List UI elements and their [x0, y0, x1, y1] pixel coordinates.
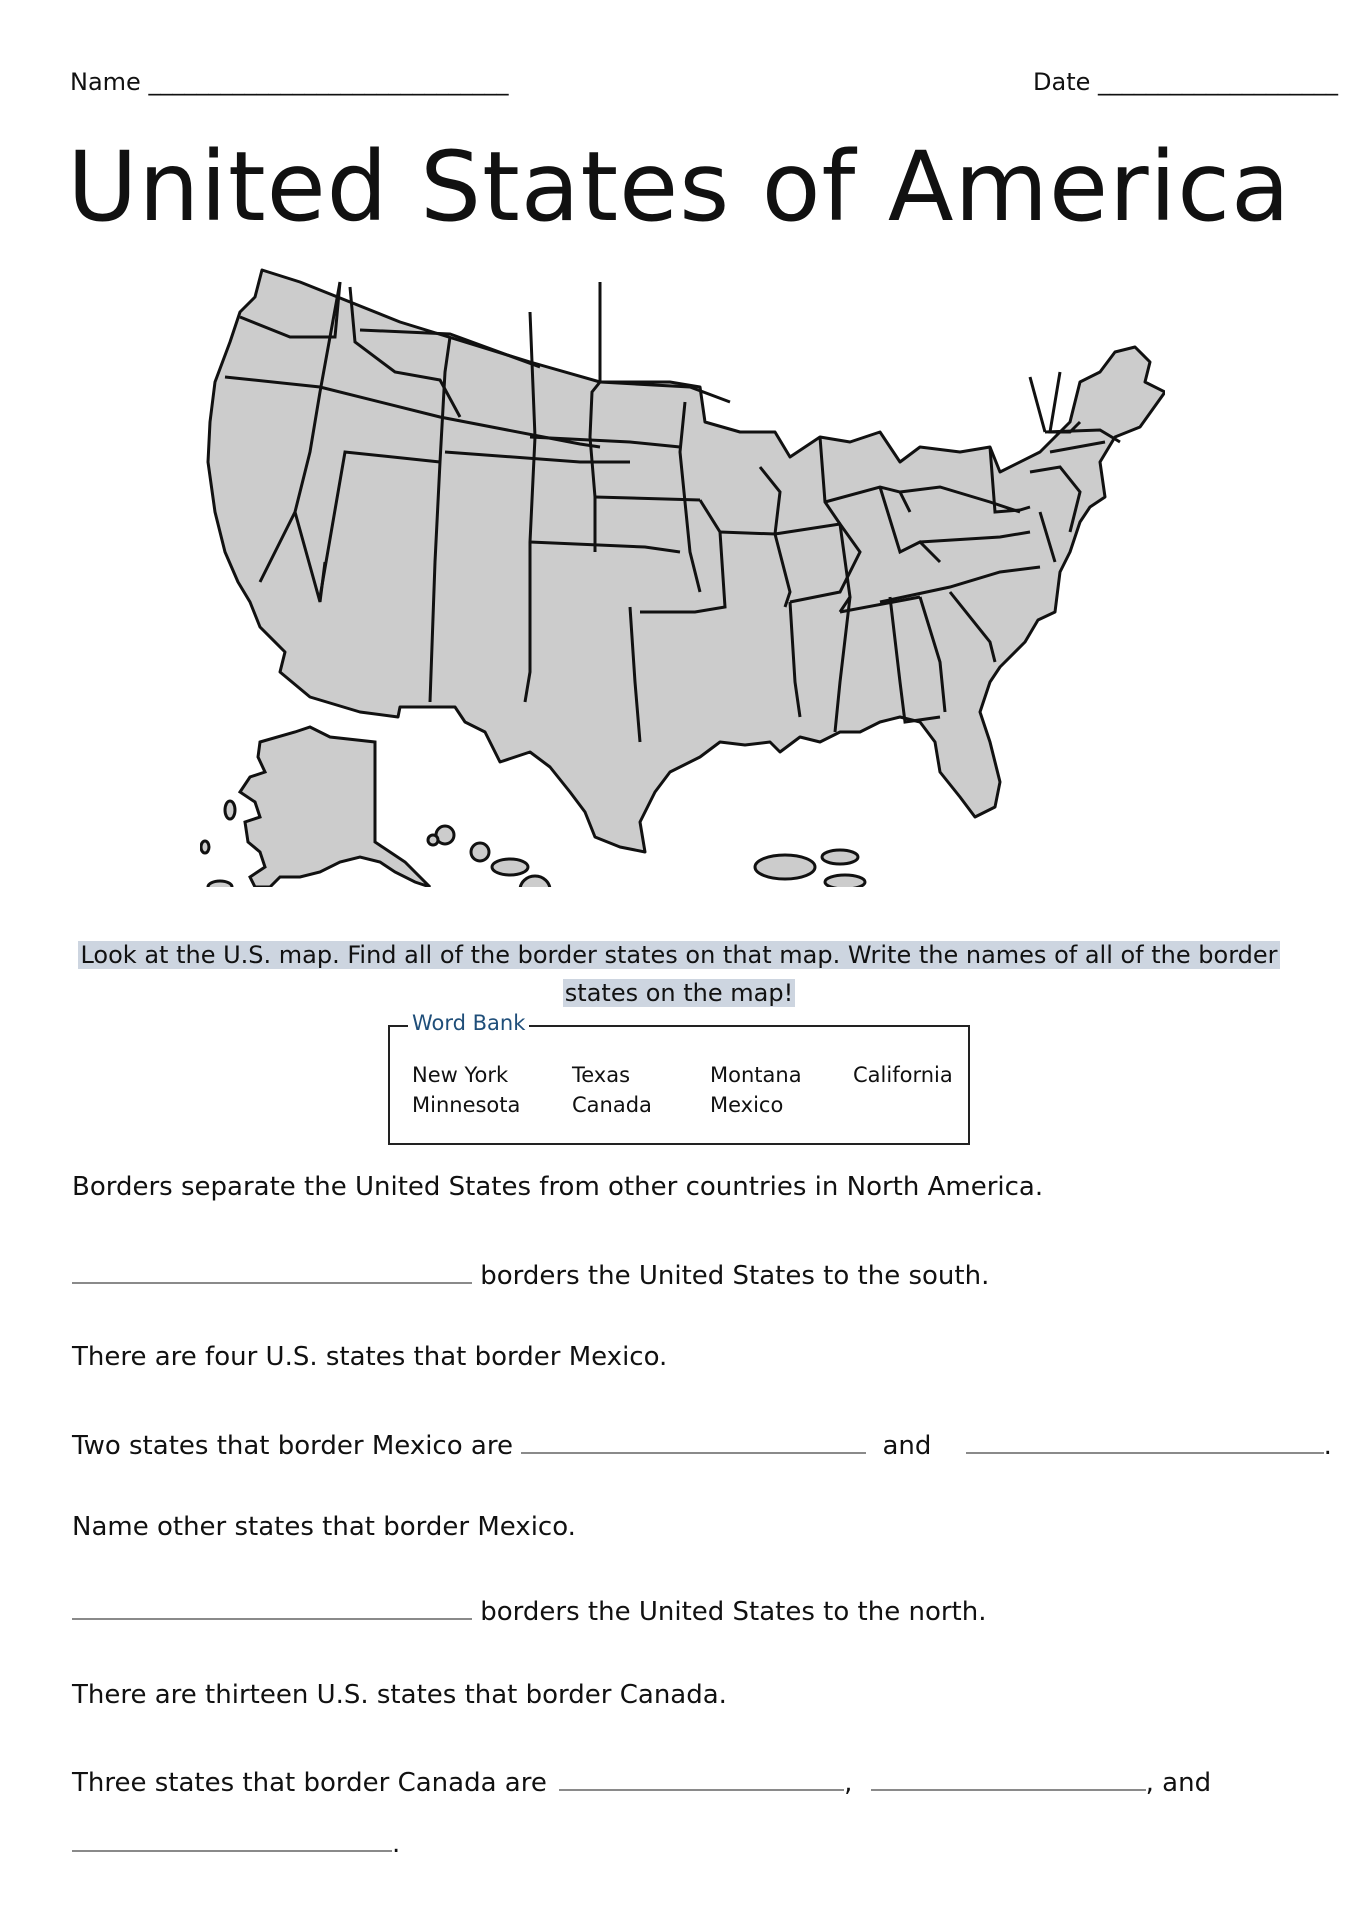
- sentence-7: There are thirteen U.S. states that border Canada.: [72, 1680, 727, 1710]
- name-field[interactable]: [70, 68, 508, 96]
- sentence-1: Borders separate the United States from other countries in North America.: [72, 1172, 1044, 1202]
- sentence-2: [72, 1258, 989, 1291]
- date-field[interactable]: [1033, 68, 1338, 96]
- date-label: Date: [1033, 68, 1091, 96]
- answer-blank-canada-3[interactable]: [72, 1826, 392, 1852]
- answer-blank-canada-1[interactable]: [559, 1765, 844, 1791]
- sentence-6: [72, 1594, 986, 1627]
- answer-blank-north[interactable]: [72, 1594, 472, 1620]
- sentence-3: There are four U.S. states that border Mexico.: [72, 1342, 668, 1372]
- sentence-8-and: , and: [1145, 1768, 1212, 1798]
- sentence-4-and: and: [882, 1431, 932, 1461]
- name-line[interactable]: ______________________________: [148, 68, 509, 96]
- word-bank-label: Word Bank: [408, 1011, 529, 1035]
- date-line[interactable]: ____________________: [1098, 68, 1339, 96]
- answer-blank-canada-2[interactable]: [871, 1765, 1146, 1791]
- word-bank-word: Texas: [572, 1063, 631, 1087]
- page-title: United States of America: [67, 131, 1291, 243]
- sentence-9: [72, 1826, 400, 1859]
- word-bank: [388, 1011, 970, 1145]
- sentence-6-text: borders the United States to the north.: [480, 1597, 987, 1627]
- sentence-4-prefix: Two states that border Mexico are: [72, 1431, 513, 1461]
- word-bank-word: New York: [412, 1063, 509, 1087]
- instructions-line-1: Look at the U.S. map. Find all of the border states on that map. Write the names of all of the border: [80, 941, 1278, 969]
- word-bank-word: Mexico: [710, 1093, 784, 1117]
- hawaii: [428, 826, 550, 887]
- sentence-5: Name other states that border Mexico.: [72, 1512, 576, 1542]
- answer-blank-mexico-1[interactable]: [521, 1428, 866, 1454]
- instructions-line-2: states on the map!: [564, 979, 794, 1007]
- sentence-4: [72, 1428, 1332, 1461]
- sentence-8-comma: ,: [844, 1768, 853, 1798]
- territories: [755, 850, 877, 887]
- sentence-4-end: .: [1323, 1431, 1332, 1461]
- word-bank-word: Montana: [710, 1063, 802, 1087]
- answer-blank-south[interactable]: [72, 1258, 472, 1284]
- answer-blank-mexico-2[interactable]: [966, 1428, 1324, 1454]
- sentence-8: [72, 1765, 1211, 1798]
- sentence-9-end: .: [392, 1829, 401, 1859]
- us-map: [200, 262, 1165, 887]
- word-bank-word: Canada: [572, 1093, 652, 1117]
- sentence-8-prefix: Three states that border Canada are: [72, 1768, 547, 1798]
- sentence-2-text: borders the United States to the south.: [480, 1261, 990, 1291]
- word-bank-word: California: [853, 1063, 953, 1087]
- word-bank-word: Minnesota: [412, 1093, 521, 1117]
- alaska: [201, 727, 430, 887]
- name-label: Name: [70, 68, 141, 96]
- instructions: [70, 936, 1288, 1012]
